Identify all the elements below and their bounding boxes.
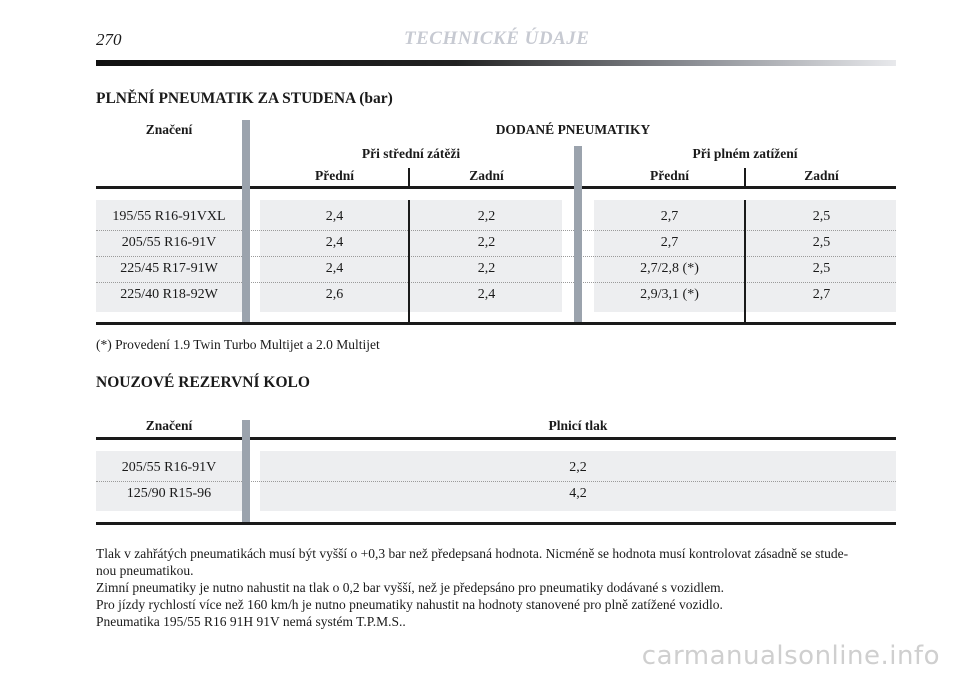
tire-group-title: DODANÉ PNEUMATIKY <box>495 122 651 137</box>
full-load-header: Při plném zatížení <box>692 146 798 161</box>
group-bar <box>574 146 582 322</box>
note-line: Tlak v zahřátých pneumatikách musí být vyšší o +0,3 bar než předepsaná hodnota. Nicméně se hodnota musí kontrolovat zásadně se stude- <box>96 546 849 561</box>
spare-size: 205/55 R16-91V <box>121 460 217 475</box>
note-line: nou pneumatikou. <box>96 563 194 578</box>
spare-pressure: 2,2 <box>569 460 587 475</box>
page-number: 270 <box>96 30 122 49</box>
full-front-value: 2,7 <box>660 235 679 250</box>
full-front-value: 2,7/2,8 (*) <box>640 261 699 276</box>
full-front-header: Přední <box>650 168 689 183</box>
mid-rear-value: 2,2 <box>477 261 496 276</box>
spare-table-title: NOUZOVÉ REZERVNÍ KOLO <box>96 374 310 391</box>
full-rear-value: 2,7 <box>812 287 831 302</box>
spare-rule-top <box>96 437 896 440</box>
spare-col-label: Značení <box>145 418 193 433</box>
full-rear-value: 2,5 <box>812 209 831 224</box>
mid-front-value: 2,4 <box>325 209 344 224</box>
spare-size: 125/90 R15-96 <box>126 486 212 501</box>
tire-size: 195/55 R16-91VXL <box>112 209 226 224</box>
full-rear-value: 2,5 <box>812 261 831 276</box>
tire-col-label: Značení <box>145 122 193 137</box>
pressure-header: Plnicí tlak <box>548 418 608 433</box>
note-line: Pneumatika 195/55 R16 91H 91V nemá systém T.P.M.S.. <box>96 614 406 629</box>
full-front-value: 2,9/3,1 (*) <box>640 287 699 302</box>
note-line: Zimní pneumatiky je nutno nahustit na tlak o 0,2 bar vyšší, než je předepsáno pro pneumatiky dodávané s vozidlem. <box>96 580 724 595</box>
table-rule-top <box>96 186 896 189</box>
watermark: carmanualsonline.info <box>641 641 940 671</box>
full-rear-header: Zadní <box>804 168 839 183</box>
group-bar <box>242 120 250 322</box>
mid-front-value: 2,6 <box>325 287 344 302</box>
group-bar <box>242 420 250 522</box>
header-title: TECHNICKÉ ÚDAJE <box>404 28 590 49</box>
header-divider <box>744 168 746 186</box>
full-rear-value: 2,5 <box>812 235 831 250</box>
mid-front-value: 2,4 <box>325 235 344 250</box>
medium-load-header: Při střední zátěži <box>361 146 461 161</box>
spare-rule-bottom <box>96 522 896 525</box>
header-divider <box>408 168 410 186</box>
mid-front-value: 2,4 <box>325 261 344 276</box>
full-front-value: 2,7 <box>660 209 679 224</box>
mid-rear-value: 2,2 <box>477 209 496 224</box>
table-rule-bottom <box>96 322 896 325</box>
notes-text <box>96 545 896 630</box>
tire-table-title: PLNĚNÍ PNEUMATIK ZA STUDENA (bar) <box>96 90 393 107</box>
spare-pressure: 4,2 <box>569 486 587 501</box>
footnote: (*) Provedení 1.9 Twin Turbo Multijet a 2.0 Multijet <box>96 337 380 352</box>
tire-size: 225/45 R17-91W <box>120 261 218 276</box>
mid-rear-value: 2,4 <box>477 287 496 302</box>
note-line: Pro jízdy rychlostí více než 160 km/h je nutno pneumatiky nahustit na hodnoty stanovené pro plně zatížené vozidlo. <box>96 597 723 612</box>
tire-size: 205/55 R16-91V <box>121 235 217 250</box>
mid-rear-header: Zadní <box>469 168 504 183</box>
mid-rear-value: 2,2 <box>477 235 496 250</box>
header-bar <box>96 60 896 66</box>
mid-front-header: Přední <box>315 168 354 183</box>
tire-size: 225/40 R18-92W <box>120 287 218 302</box>
